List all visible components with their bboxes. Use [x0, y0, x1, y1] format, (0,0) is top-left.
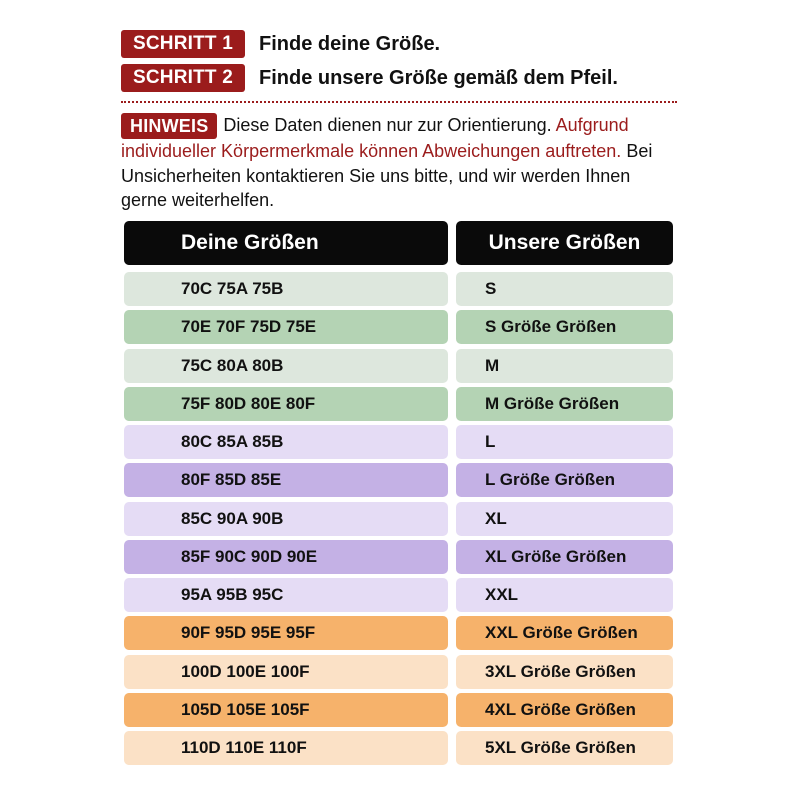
table-row-our-size: XL — [456, 502, 673, 536]
table-row-our-size: M — [456, 349, 673, 383]
table-row-your-size: 85C 90A 90B — [124, 502, 448, 536]
table-row-our-size: M Größe Größen — [456, 387, 673, 421]
table-row-your-size: 95A 95B 95C — [124, 578, 448, 612]
table-row-our-size: S Größe Größen — [456, 310, 673, 344]
step-2-tag: SCHRITT 2 — [121, 64, 245, 92]
note-paragraph — [121, 113, 681, 213]
table-row-our-size: 5XL Größe Größen — [456, 731, 673, 765]
note-text-after: Bei Unsicherheiten kontaktieren Sie uns bitte, und wir werden Ihnen gerne weiterhelfen. — [121, 141, 653, 210]
table-row-our-size: L — [456, 425, 673, 459]
table-row-your-size: 100D 100E 100F — [124, 655, 448, 689]
note-text-warning: Aufgrund individueller Körpermerkmale können Abweichungen auftreten. — [121, 115, 629, 161]
step-1-tag: SCHRITT 1 — [121, 30, 245, 58]
step-2-text: Finde unsere Größe gemäß dem Pfeil. — [258, 66, 618, 89]
table-row-your-size: 110D 110E 110F — [124, 731, 448, 765]
note-text-before: Diese Daten dienen nur zur Orientierung. — [223, 115, 556, 135]
table-row-our-size: XXL — [456, 578, 673, 612]
table-row-your-size: 75C 80A 80B — [124, 349, 448, 383]
table-row-your-size: 80C 85A 85B — [124, 425, 448, 459]
table-row-your-size: 90F 95D 95E 95F — [124, 616, 448, 650]
step-2 — [121, 64, 618, 92]
header-your-sizes: Deine Größen — [124, 221, 448, 265]
step-1-text: Finde deine Größe. — [258, 32, 441, 55]
header-our-sizes: Unsere Größen — [456, 221, 673, 265]
table-row-our-size: L Größe Größen — [456, 463, 673, 497]
dotted-divider — [121, 101, 677, 103]
table-row-our-size: XL Größe Größen — [456, 540, 673, 574]
table-row-your-size: 75F 80D 80E 80F — [124, 387, 448, 421]
table-row-our-size: 3XL Größe Größen — [456, 655, 673, 689]
table-row-your-size: 85F 90C 90D 90E — [124, 540, 448, 574]
table-row-your-size: 105D 105E 105F — [124, 693, 448, 727]
table-row-our-size: 4XL Größe Größen — [456, 693, 673, 727]
table-row-your-size: 80F 85D 85E — [124, 463, 448, 497]
table-row-our-size: XXL Größe Größen — [456, 616, 673, 650]
table-row-your-size: 70C 75A 75B — [124, 272, 448, 306]
table-row-our-size: S — [456, 272, 673, 306]
note-tag: HINWEIS — [121, 113, 217, 139]
step-1 — [121, 30, 440, 58]
table-row-your-size: 70E 70F 75D 75E — [124, 310, 448, 344]
